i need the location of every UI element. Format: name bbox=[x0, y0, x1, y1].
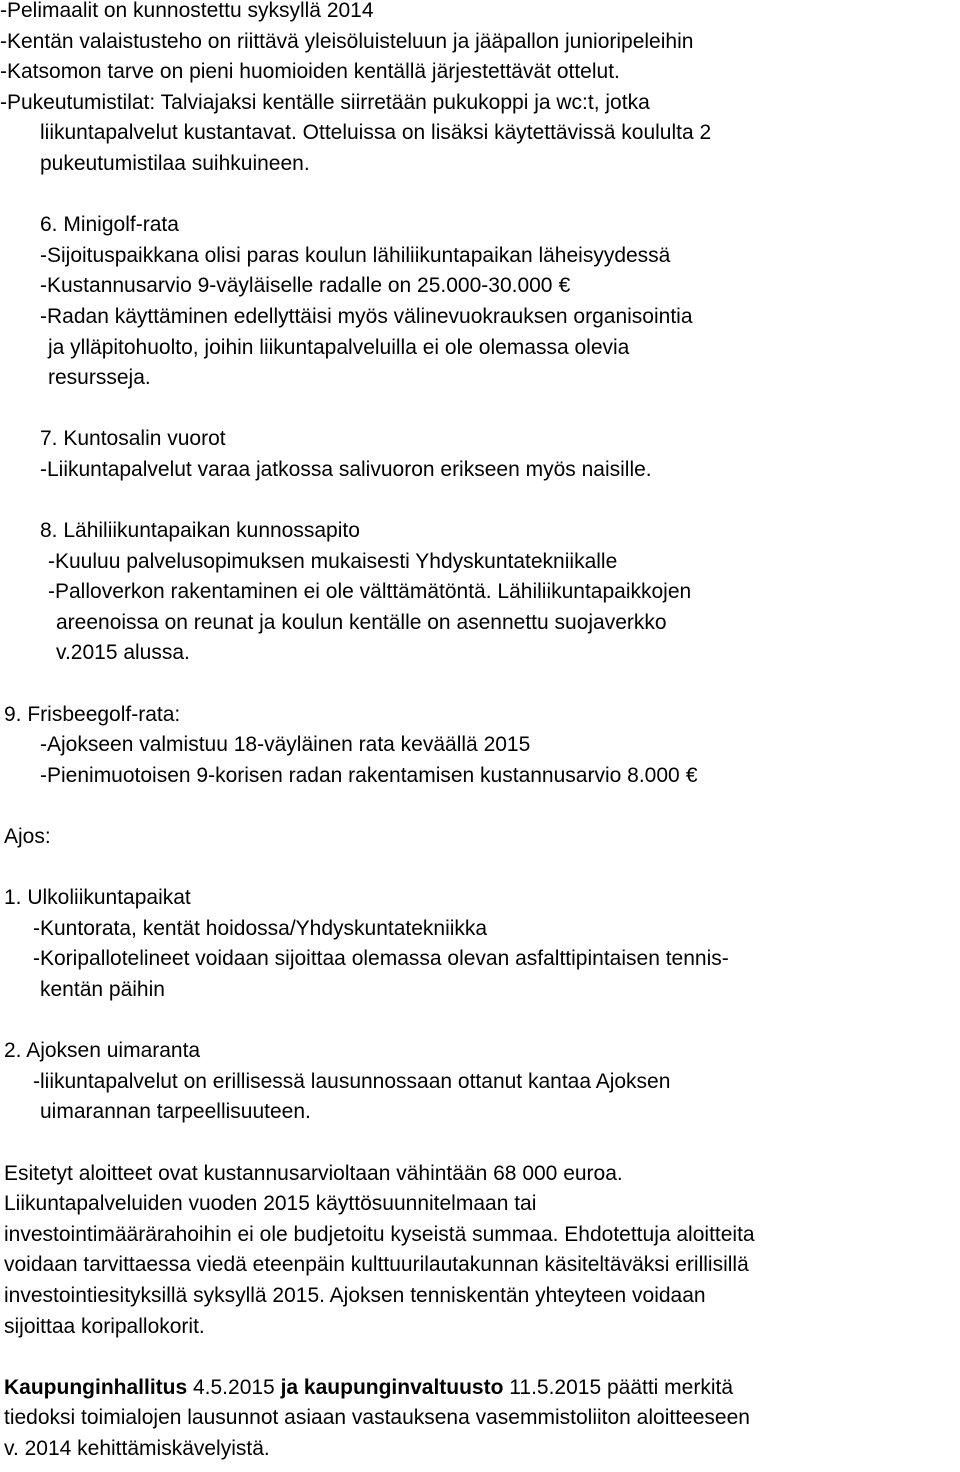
summary-line: investointimäärärahoihin ei ole budjetoitu kyseistä summaa. Ehdotettuja aloitteita bbox=[4, 1222, 755, 1246]
section-heading-8: 8. Lähiliikuntapaikan kunnossapito bbox=[40, 519, 360, 543]
intro-line: -Kentän valaistusteho on riittävä yleisöluisteluun ja jääpallon junioripeleihin bbox=[0, 29, 694, 53]
intro-line: -Pukeutumistilat: Talviajaksi kentälle siirretään pukukoppi ja wc:t, jotka bbox=[0, 90, 650, 114]
ajos-item2-line: -liikuntapalvelut on erillisessä lausunnossaan ottanut kantaa Ajoksen bbox=[33, 1069, 671, 1093]
item6-line: resursseja. bbox=[48, 366, 151, 390]
ajos-item2-line: uimarannan tarpeellisuuteen. bbox=[40, 1100, 311, 1124]
summary-line: sijoittaa koripallokorit. bbox=[4, 1314, 205, 1338]
decision-body-2: ja kaupunginvaltuusto bbox=[280, 1375, 504, 1399]
euro-icon: € bbox=[558, 274, 571, 298]
item8-line: -Kuuluu palvelusopimuksen mukaisesti Yhdyskuntatekniikalle bbox=[48, 549, 618, 573]
item8-line: v.2015 alussa. bbox=[56, 641, 190, 665]
summary-line: investointiesityksillä syksyllä 2015. Ajoksen tenniskentän yhteyteen voidaan bbox=[4, 1283, 706, 1307]
item6-line: -Radan käyttäminen edellyttäisi myös välinevuokrauksen organisointia bbox=[40, 304, 693, 328]
ajos-heading: Ajos: bbox=[4, 825, 51, 849]
decision-line: Kaupunginhallitus 4.5.2015 ja kaupunginvaltuusto 11.5.2015 päätti merkitä bbox=[4, 1375, 734, 1399]
summary-line: voidaan tarvittaessa viedä eteenpäin kulttuurilautakunnan käsiteltäväksi erillisillä bbox=[4, 1253, 749, 1277]
item6-line: -Kustannusarvio 9-väyläiselle radalle on 25.000-30.000 € bbox=[0, 271, 960, 302]
ajos-item2-heading: 2. Ajoksen uimaranta bbox=[4, 1039, 201, 1063]
item8-line: -Palloverkon rakentaminen ei ole välttämätöntä. Lähiliikuntapaikkojen bbox=[48, 580, 692, 604]
euro-icon: € bbox=[685, 763, 698, 787]
intro-line: liikuntapalvelut kustantavat. Otteluissa on lisäksi käytettävissä koululta 2 bbox=[40, 121, 712, 145]
intro-line: pukeutumistilaa suihkuineen. bbox=[40, 151, 310, 175]
item8-line: areenoissa on reunat ja koulun kentälle on asennettu suojaverkko bbox=[56, 610, 667, 634]
ajos-item1-line: -Kuntorata, kentät hoidossa/Yhdyskuntatekniikka bbox=[33, 916, 488, 940]
ajos-item1-line: -Koripallotelineet voidaan sijoittaa olemassa olevan asfalttipintaisen tennis- bbox=[33, 947, 729, 971]
summary-line: Esitetyt aloitteet ovat kustannusarvioltaan vähintään 68 000 euroa. bbox=[4, 1161, 623, 1185]
item9-line: -Pienimuotoisen 9-korisen radan rakentamisen kustannusarvio 8.000 € bbox=[0, 761, 960, 792]
item7-line: -Liikuntapalvelut varaa jatkossa salivuoron erikseen myös naisille. bbox=[40, 457, 652, 481]
intro-line: -Katsomon tarve on pieni huomioiden kentällä järjestettävät ottelut. bbox=[0, 60, 620, 84]
item9-line: -Ajokseen valmistuu 18-väyläinen rata keväällä 2015 bbox=[40, 733, 531, 757]
ajos-item1-heading: 1. Ulkoliikuntapaikat bbox=[4, 886, 191, 910]
ajos-item1-line: kentän päihin bbox=[40, 978, 165, 1001]
decision-line: v. 2014 kehittämiskävelyistä. bbox=[4, 1436, 270, 1460]
section-heading-7: 7. Kuntosalin vuorot bbox=[40, 427, 226, 451]
decision-line: tiedoksi toimialojen lausunnot asiaan vastauksena vasemmistoliiton aloitteeseen bbox=[4, 1406, 750, 1430]
intro-line: -Pelimaalit on kunnostettu syksyllä 2014 bbox=[0, 0, 374, 22]
decision-body-1: Kaupunginhallitus bbox=[4, 1375, 188, 1399]
summary-line: Liikuntapalveluiden vuoden 2015 käyttösuunnitelmaan tai bbox=[4, 1192, 537, 1216]
item6-line: ja ylläpitohuolto, joihin liikuntapalveluilla ei ole olemassa olevia bbox=[48, 335, 630, 359]
section-heading-6: 6. Minigolf-rata bbox=[40, 213, 179, 237]
item6-line: -Sijoituspaikkana olisi paras koulun lähiliikuntapaikan läheisyydessä bbox=[40, 243, 671, 267]
section-heading-9: 9. Frisbeegolf-rata: bbox=[4, 702, 181, 726]
